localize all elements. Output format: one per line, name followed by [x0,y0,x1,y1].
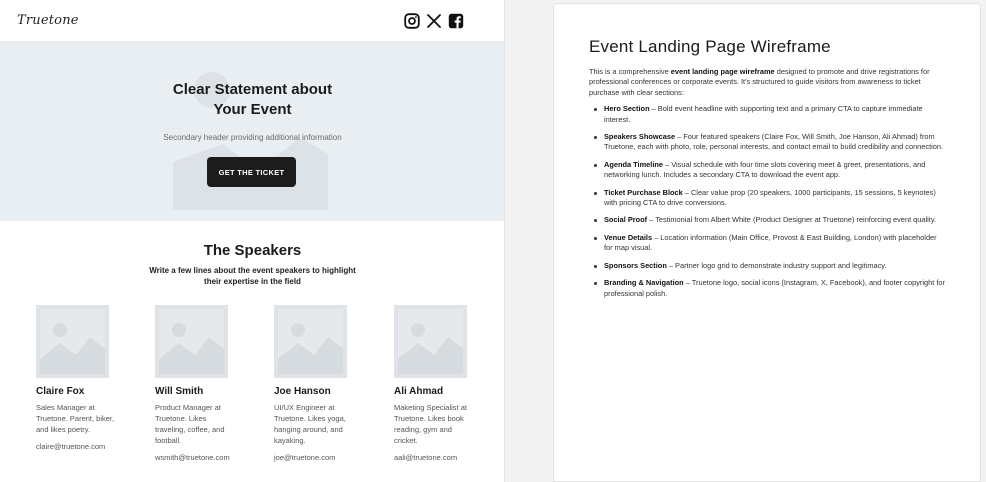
speakers-title: The Speakers [203,242,302,259]
social-links [404,13,464,29]
speaker-bio: Maketing Specialist at Truetone. Likes book reading, gym and cricket. [394,403,467,445]
speaker-photo-placeholder [274,305,347,378]
top-nav [0,0,504,42]
speaker-bio: Sales Manager at Truetone. Parent, biker, and likes poetry. [36,403,115,434]
speaker-card [155,305,251,462]
section-list [589,104,946,299]
speaker-bio: Product Manager at Truetone. Likes traveling, coffee, and football. [155,403,225,445]
hero-subtitle: Secondary header providing additional information [163,133,342,142]
list-item: Branding & Navigation – Truetone logo, social icons (Instagram, X, Facebook), and footer copyright for professional polish. [589,278,946,299]
list-item: Social Proof – Testimonial from Albert White (Product Designer at Truetone) reinforcing event quality. [589,215,946,225]
speaker-name: Ali Ahmad [394,386,444,397]
list-item: Sponsors Section – Partner logo grid to demonstrate industry support and legitimacy. [589,261,946,271]
facebook-icon[interactable] [448,13,464,29]
instagram-icon[interactable] [404,13,420,29]
description-panel [553,3,981,482]
hero-title: Clear Statement about Your Event [172,81,333,118]
doc-intro: This is a comprehensive event landing page wireframe designed to promote and drive registrations for professional conferences or corporate events. It's structured to guide visitors from awareness to ticket purchase with clear sections: [589,67,930,97]
speaker-name: Will Smith [155,386,204,397]
speaker-name: Joe Hanson [274,386,331,397]
speaker-card [274,305,370,462]
list-item: Speakers Showcase – Four featured speakers (Claire Fox, Will Smith, Joe Hanson, Ali Ahmad) from Truetone, each with photo, role, personal interests, and contact email to build credibility and connection. [589,132,946,153]
logo[interactable]: Truetone [17,13,79,28]
speaker-email[interactable]: aali@truetone.com [394,453,458,462]
speaker-email[interactable]: wsmith@truetone.com [155,453,230,462]
hero-placeholder-image [0,42,504,221]
speakers-subtitle: Write a few lines about the event speakers to highlight their expertise in the field [149,266,356,286]
speaker-card [36,305,132,451]
hero-section [0,42,504,221]
speaker-bio: UI/UX Engineer at Truetone. Likes yoga, hanging around, and kayaking. [274,403,346,445]
get-ticket-button[interactable]: GET THE TICKET [207,157,296,187]
list-item: Venue Details – Location information (Main Office, Provost & East Building, London) with placeholder for map visual. [589,233,946,254]
speaker-photo-placeholder [155,305,228,378]
list-item: Hero Section – Bold event headline with supporting text and a primary CTA to capture immediate interest. [589,104,946,125]
doc-title: Event Landing Page Wireframe [589,37,831,56]
speaker-photo-placeholder [394,305,467,378]
speaker-name: Claire Fox [36,386,85,397]
speaker-email[interactable]: claire@truetone.com [36,442,106,451]
speaker-photo-placeholder [36,305,109,378]
speaker-card [394,305,490,462]
list-item: Agenda Timeline – Visual schedule with four time slots covering meet & greet, presentations, and networking lunch. Includes a secondary CTA to download the event app. [589,160,946,181]
speaker-email[interactable]: joe@truetone.com [274,453,336,462]
x-icon[interactable] [426,13,442,29]
list-item: Ticket Purchase Block – Clear value prop (20 speakers, 1000 participants, 15 sessions, 5 keynotes) with pricing CTA to drive conversions. [589,188,946,209]
